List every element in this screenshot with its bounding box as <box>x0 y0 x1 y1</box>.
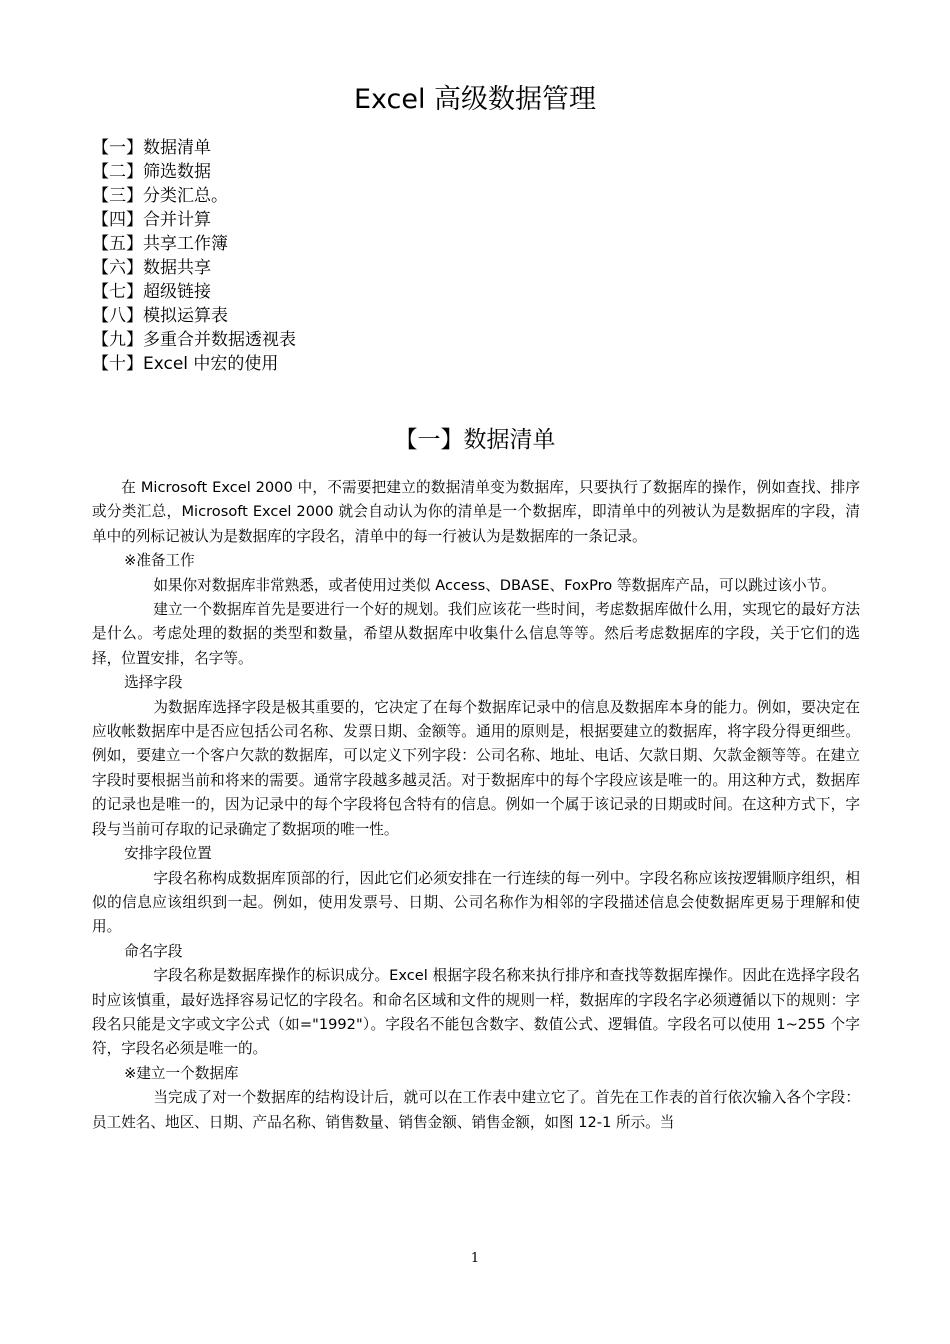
document-body <box>92 476 860 1135</box>
page-number: 1 <box>470 1251 480 1266</box>
toc-item: 【五】共享工作簿 <box>92 234 228 254</box>
toc-item: 【七】超级链接 <box>92 282 211 302</box>
naming-fields-heading: 命名字段 <box>124 942 183 960</box>
toc-item: 【一】数据清单 <box>92 138 211 158</box>
prep-heading: ※准备工作 <box>124 552 195 570</box>
build-database-paragraph: 当完成了对一个数据库的结构设计后，就可以在工作表中建立它了。首先在工作表的首行依次输入各个字段：员工姓名、地区、日期、产品名称、销售数量、销售金额、销售金额，如图 12-1 所示。当 <box>92 1089 860 1131</box>
section-heading: 【一】数据清单 <box>394 427 556 453</box>
naming-fields-paragraph: 字段名称是数据库操作的标识成分。Excel 根据字段名称来执行排序和查找等数据库操作。因此在选择字段名时应该慎重，最好选择容易记忆的字段名。和命名区域和文件的规则一样，数据库的字段名字必须遵循以下的规则：字段名只能是文字或文字公式（如="1992"）。字段名不能包含数字、数值公式、逻辑值。字段名可以使用 1~255 个字符，字段名必须是唯一的。 <box>92 967 860 1058</box>
toc-item: 【二】筛选数据 <box>92 162 211 182</box>
arrange-fields-paragraph: 字段名称构成数据库顶部的行，因此它们必须安排在一行连续的每一列中。字段名称应该按逻辑顺序组织，相似的信息应该组织到一起。例如，使用发票号、日期、公司名称作为相邻的字段描述信息会使数据库更易于理解和使用。 <box>92 869 860 936</box>
select-fields-paragraph: 为数据库选择字段是极其重要的，它决定了在每个数据库记录中的信息及数据库本身的能力。例如，要决定在应收帐数据库中是否应包括公司名称、发票日期、金额等。通用的原则是，根据要建立的数据库，将字段分得更细些。例如，要建立一个客户欠款的数据库，可以定义下列字段：公司名称、地址、电话、欠款日期、欠款金额等等。在建立字段时要根据当前和将来的需要。通常字段越多越灵活。对于数据库中的每个字段应该是唯一的。用这种方式，数据库的记录也是唯一的，因为记录中的每个字段将包含特有的信息。例如一个属于该记录的日期或时间。在这种方式下，字段与当前可存取的记录确定了数据项的唯一性。 <box>92 698 860 838</box>
toc-item: 【八】模拟运算表 <box>92 306 228 326</box>
prep-paragraph-1: 如果你对数据库非常熟悉，或者使用过类似 Access、DBASE、FoxPro 等数据库产品，可以跳过该小节。 <box>153 576 836 594</box>
toc-item: 【四】合并计算 <box>92 210 211 230</box>
toc-item: 【九】多重合并数据透视表 <box>92 330 296 350</box>
document-title: Excel 高级数据管理 <box>353 84 597 115</box>
intro-paragraph: 在 Microsoft Excel 2000 中，不需要把建立的数据清单变为数据库，只要执行了数据库的操作，例如查找、排序或分类汇总，Microsoft Excel 2000 就会自动认为你的清单是一个数据库，即清单中的列被认为是数据库的字段，清单中的列标记被认为是数据库的字段名，清单中的每一行被认为是数据库的一条记录。 <box>92 479 860 545</box>
select-fields-heading: 选择字段 <box>124 674 183 692</box>
toc-item: 【十】Excel 中宏的使用 <box>92 354 279 374</box>
build-database-heading: ※建立一个数据库 <box>124 1064 239 1082</box>
table-of-contents <box>92 136 296 376</box>
prep-paragraph-2: 建立一个数据库首先是要进行一个好的规划。我们应该花一些时间，考虑数据库做什么用，实现它的最好方法是什么。考虑处理的数据的类型和数量，希望从数据库中收集什么信息等等。然后考虑数据库的字段，关于它们的选择，位置安排，名字等。 <box>92 601 860 667</box>
arrange-fields-heading: 安排字段位置 <box>124 845 212 863</box>
toc-item: 【三】分类汇总。 <box>92 186 228 206</box>
toc-item: 【六】数据共享 <box>92 258 211 278</box>
